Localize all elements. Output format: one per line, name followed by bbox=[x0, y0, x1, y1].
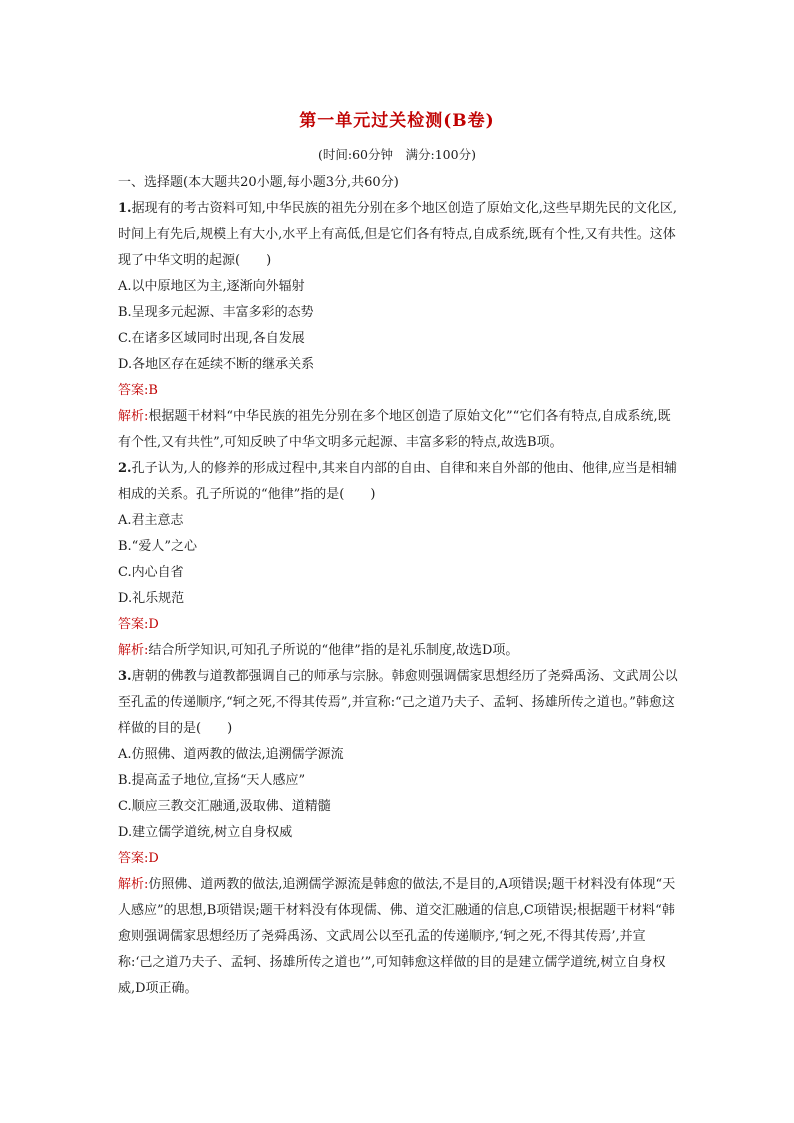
answer-label: 答案: bbox=[118, 851, 149, 866]
question-text: 据现有的考古资料可知,中华民族的祖先分别在多个地区创造了原始文化,这些早期先民的文化区,时间上有先后,规模上有大小,水平上有高低,但是它们各有特点,自成系统,既有个性,又有共性。这体现了中华文明的起源( ) bbox=[118, 201, 677, 268]
option-b: B.提高孟子地位,宣扬“天人感应” bbox=[118, 773, 306, 788]
question-stem bbox=[118, 196, 678, 274]
option-a: A.仿照佛、道两教的做法,追溯儒学源流 bbox=[118, 747, 344, 762]
answer-value: D bbox=[148, 617, 159, 632]
option-a: A.以中原地区为主,逐渐向外辐射 bbox=[118, 279, 305, 294]
answer-value: B bbox=[148, 383, 158, 398]
analysis-label: 解析: bbox=[118, 409, 149, 424]
option-d: D.建立儒学道统,树立自身权威 bbox=[118, 825, 293, 840]
question-number: 2. bbox=[118, 461, 132, 476]
analysis-text: 结合所学知识,可知孔子所说的“他律”指的是礼乐制度,故选D项。 bbox=[148, 643, 519, 658]
analysis-line bbox=[118, 404, 678, 456]
analysis-line bbox=[118, 872, 678, 1002]
question-number: 3. bbox=[118, 669, 132, 684]
answer-value: D bbox=[148, 851, 159, 866]
answer-line bbox=[118, 846, 678, 872]
option-d: D.各地区存在延续不断的继承关系 bbox=[118, 357, 315, 372]
question-3 bbox=[118, 664, 678, 1002]
content-body bbox=[118, 170, 678, 1002]
answer-line bbox=[118, 612, 678, 638]
question-text: 孔子认为,人的修养的形成过程中,其来自内部的自由、自律和来自外部的他由、他律,应当是相辅相成的关系。孔子所说的“他律”指的是( ) bbox=[118, 461, 677, 502]
question-stem bbox=[118, 664, 678, 742]
question-text: 唐朝的佛教与道教都强调自己的师承与宗脉。韩愈则强调儒家思想经历了尧舜禹汤、文武周公以至孔孟的传递顺序,“轲之死,不得其传焉”,并宣称:“己之道乃夫子、孟轲、扬雄所传之道也。”韩愈这样做的目的是( ) bbox=[118, 669, 678, 736]
analysis-label: 解析: bbox=[118, 877, 149, 892]
analysis-line bbox=[118, 638, 678, 664]
option-c: C.顺应三教交汇融通,汲取佛、道精髓 bbox=[118, 799, 331, 814]
analysis-label: 解析: bbox=[118, 643, 149, 658]
page-title: 第一单元过关检测(B卷) bbox=[299, 111, 495, 131]
option-b: B.呈现多元起源、丰富多彩的态势 bbox=[118, 305, 314, 320]
option-a: A.君主意志 bbox=[118, 513, 184, 528]
question-1 bbox=[118, 196, 678, 456]
question-stem bbox=[118, 456, 678, 508]
answer-label: 答案: bbox=[118, 383, 149, 398]
section-heading: 一、选择题(本大题共20小题,每小题3分,共60分) bbox=[118, 175, 399, 190]
question-number: 1. bbox=[118, 201, 132, 216]
option-c: C.内心自省 bbox=[118, 565, 184, 580]
analysis-text: 仿照佛、道两教的做法,追溯儒学源流是韩愈的做法,不是目的,A项错误;题干材料没有体现“天人感应”的思想,B项错误;题干材料没有体现儒、佛、道交汇融通的信息,C项错误;根据题干材料“韩愈则强调儒家思想经历了尧舜禹汤、文武周公以至孔孟的传递顺序,‘轲之死,不得其传焉’,并宣称:‘己之道乃夫子、孟轲、扬雄所传之道也’”,可知韩愈这样做的目的是建立儒学道统,树立自身权威,D项正确。 bbox=[118, 877, 676, 996]
analysis-text: 根据题干材料“中华民族的祖先分别在多个地区创造了原始文化”“它们各有特点,自成系统,既有个性,又有共性”,可知反映了中华文明多元起源、丰富多彩的特点,故选B项。 bbox=[118, 409, 671, 450]
option-d: D.礼乐规范 bbox=[118, 591, 185, 606]
exam-time-score: (时间:60分钟 满分:100分) bbox=[318, 147, 476, 162]
answer-line bbox=[118, 378, 678, 404]
answer-label: 答案: bbox=[118, 617, 149, 632]
question-2 bbox=[118, 456, 678, 664]
option-b: B.“爱人”之心 bbox=[118, 539, 197, 554]
option-c: C.在诸多区域同时出现,各自发展 bbox=[118, 331, 305, 346]
